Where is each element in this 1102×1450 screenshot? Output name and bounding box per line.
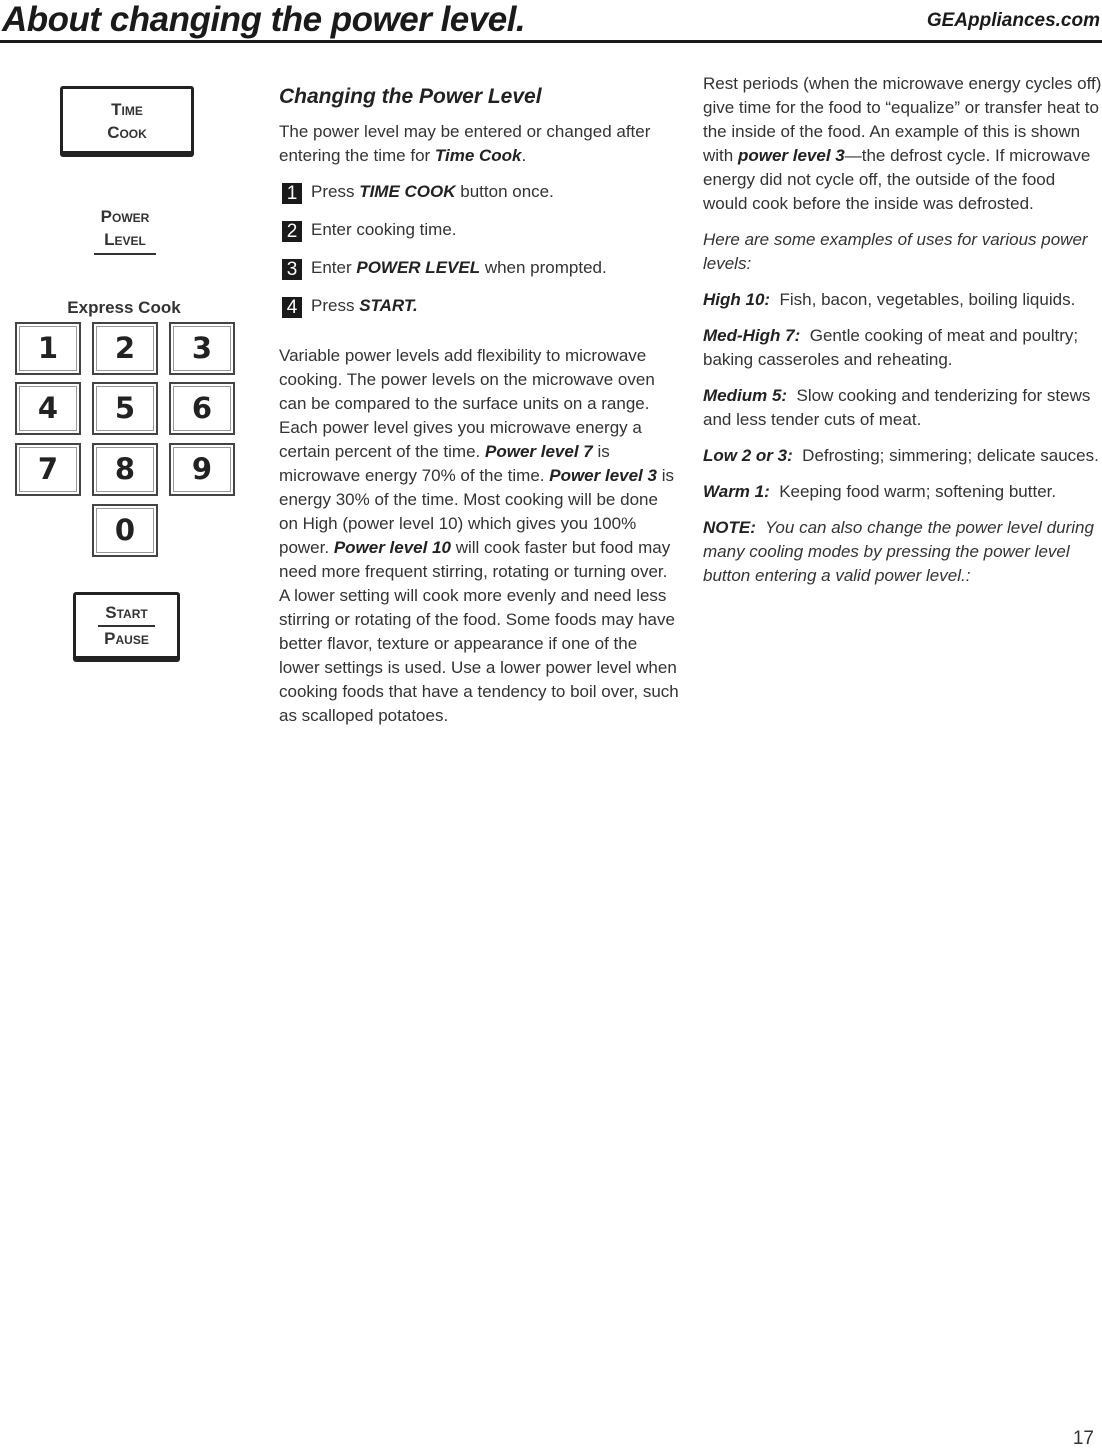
- page-number: 17: [1072, 1428, 1094, 1449]
- intro-paragraph: [279, 120, 679, 168]
- key-2[interactable]: 2: [92, 322, 158, 375]
- note-text: You can also change the power level during many cooling modes by pressing the power level button entering a valid power level.:: [703, 518, 1099, 585]
- time-cook-button[interactable]: [60, 86, 194, 154]
- step-text: Press: [311, 182, 360, 201]
- key-9[interactable]: 9: [169, 443, 235, 496]
- start-pause-button[interactable]: [73, 592, 180, 659]
- power-levels-paragraph: [279, 344, 679, 728]
- rest-text-2: —the defrost cycle. If microwave energy did not cycle off, the outside of the food would cook before the inside was defrosted.: [703, 146, 1091, 213]
- time-cook-label-line2: Cook: [107, 123, 147, 142]
- step-text: Enter cooking time.: [311, 220, 457, 239]
- start-label: Start: [105, 603, 148, 622]
- express-cook-label: Express Cook: [67, 298, 181, 317]
- rest-bold: power level 3: [737, 146, 845, 165]
- example-low: [703, 444, 1102, 468]
- step-3: [279, 256, 679, 280]
- example-label: Medium 5:: [703, 386, 788, 405]
- page-title: About changing the power level.: [2, 0, 526, 39]
- start-pause-divider: [98, 625, 155, 627]
- step-2: [279, 218, 679, 242]
- example-label: Low 2 or 3:: [703, 446, 793, 465]
- intro-end: .: [521, 146, 527, 165]
- power-level-label-line1[interactable]: Power: [100, 207, 150, 226]
- intro-bold: Time Cook: [434, 146, 522, 165]
- example-label: Warm 1:: [703, 482, 770, 501]
- step-text-end: button once.: [455, 182, 554, 201]
- note-label: NOTE:: [703, 518, 756, 537]
- key-0[interactable]: 0: [92, 504, 158, 557]
- key-7[interactable]: 7: [15, 443, 81, 496]
- power-level-label-line2[interactable]: Level: [104, 230, 146, 249]
- step-1: [279, 180, 679, 204]
- middle-column: [279, 82, 679, 740]
- step-number: 4: [282, 297, 302, 318]
- para-text-4: will cook faster but food may need more frequent stirring, rotating or turning over. A lower setting will cook more evenly and need less stirring or rotating of the food. Some foods may have better flavor, texture or appearance if one of the lower settings is used. Use a lower power level when cooking foods that have a tendency to boil over, such as scalloped potatoes.: [279, 538, 679, 725]
- examples-intro-text: Here are some examples of uses for various power levels:: [703, 230, 1088, 273]
- para-text-2: is microwave energy 70% of the time.: [279, 442, 610, 485]
- step-4: [279, 294, 679, 318]
- key-8[interactable]: 8: [92, 443, 158, 496]
- pause-label: Pause: [104, 629, 149, 648]
- key-3[interactable]: 3: [169, 322, 235, 375]
- example-warm: [703, 480, 1102, 504]
- example-text: Gentle cooking of meat and poultry; baking casseroles and reheating.: [703, 326, 1083, 369]
- right-column: [703, 72, 1102, 600]
- step-number: 2: [282, 221, 302, 242]
- example-text: Slow cooking and tenderizing for stews and less tender cuts of meat.: [703, 386, 1096, 429]
- header-rule: [0, 40, 1102, 43]
- power-level-underline: [94, 253, 156, 255]
- example-medium: [703, 384, 1102, 432]
- rest-text-1: Rest periods (when the microwave energy cycles off) give time for the food to “equalize” or transfer heat to the inside of the food. An example of this is shown with: [703, 74, 1102, 165]
- example-label: High 10:: [703, 290, 771, 309]
- para-bold-1: Power level 7: [485, 442, 593, 461]
- step-bold: TIME COOK: [359, 182, 456, 201]
- time-cook-label-line1: Time: [111, 100, 143, 119]
- example-text: Fish, bacon, vegetables, boiling liquids.: [770, 290, 1076, 309]
- site-url: GEAppliances.com: [926, 10, 1100, 31]
- example-label: Med-High 7:: [703, 326, 801, 345]
- key-1[interactable]: 1: [15, 322, 81, 375]
- step-bold: POWER LEVEL: [356, 258, 481, 277]
- note-paragraph: [703, 516, 1102, 588]
- key-4[interactable]: 4: [15, 382, 81, 435]
- step-number: 1: [282, 183, 302, 204]
- example-text: Keeping food warm; softening butter.: [769, 482, 1057, 501]
- para-bold-2: Power level 3: [549, 466, 657, 485]
- intro-text: The power level may be entered or changed after entering the time for: [279, 122, 651, 165]
- para-bold-3: Power level 10: [333, 538, 451, 557]
- para-text-1: Variable power levels add flexibility to microwave cooking. The power levels on the microwave oven can be compared to the surface units on a range. Each power level gives you microwave energy a certain percent of the time.: [279, 346, 655, 461]
- key-5[interactable]: 5: [92, 382, 158, 435]
- example-high: [703, 288, 1102, 312]
- example-med-high: [703, 324, 1102, 372]
- step-text-end: when prompted.: [480, 258, 607, 277]
- para-text-3: is energy 30% of the time. Most cooking will be done on High (power level 10) which gives you 100% power.: [279, 466, 674, 557]
- example-text: Defrosting; simmering; delicate sauces.: [792, 446, 1099, 465]
- rest-periods-paragraph: [703, 72, 1102, 216]
- step-bold: START.: [359, 296, 418, 315]
- step-text: Press: [311, 296, 360, 315]
- examples-intro: [703, 228, 1102, 276]
- step-number: 3: [282, 259, 302, 280]
- step-text: Enter: [311, 258, 357, 277]
- key-6[interactable]: 6: [169, 382, 235, 435]
- section-heading: Changing the Power Level: [279, 85, 542, 108]
